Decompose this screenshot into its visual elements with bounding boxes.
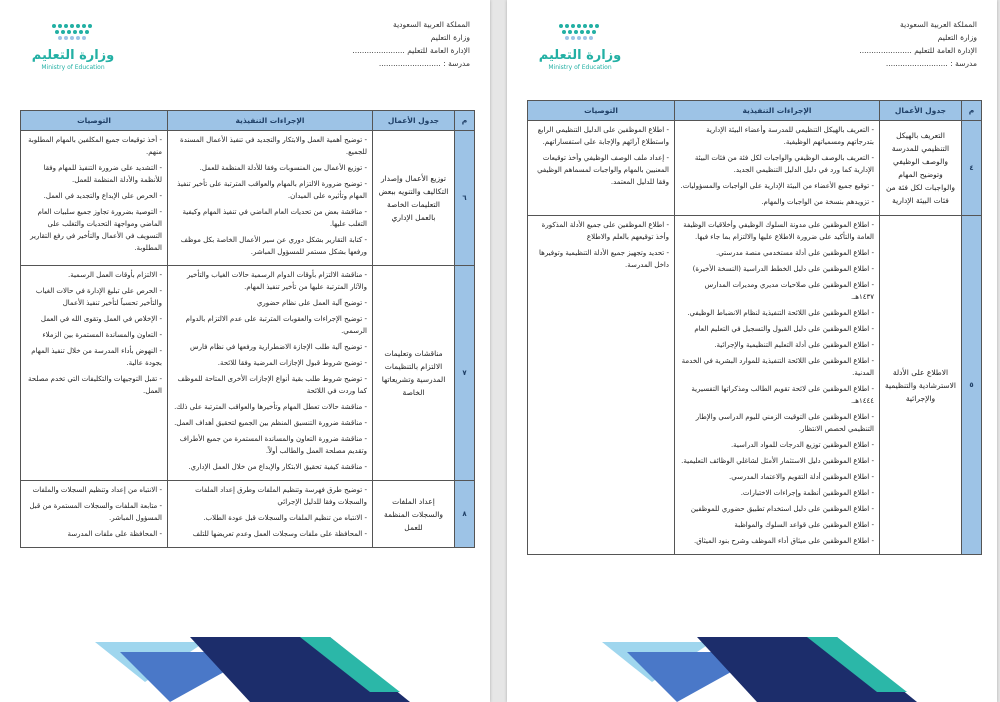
header-procedures: الإجراءات التنفيذية [168,111,373,131]
procedure-item: - توضيح ضرورة الالتزام بالمهام والعواقب المترتبة على تأخير تنفيذ المهام وتأثيره على الميدان. [177,180,367,200]
recommendation-item: - أخذ توقيعات جميع المكلفين بالمهام المطلوبة منهم. [28,136,162,156]
procedure-item: - توضيح الإجراءات والعقوبات المترتبة على عدم الالتزام بالدوام الرسمي. [185,315,367,335]
table-row [21,481,475,548]
procedure-item: - تزويدهم بنسخة من الواجبات والمهام. [761,198,874,206]
row-number: ٤ [962,121,982,216]
header-num: م [962,101,982,121]
procedure-item: - كتابة التقارير بشكل دوري عن سير الأعمال الخاصة بكل موظف ورفعها بشكل مستمر للمسؤول المباشر. [180,236,367,256]
procedure-item: - التعريف بالهيكل التنظيمي للمدرسة وأعضاء البيئة الإدارية بتدرجاتهم ومسمياتهم الوظيفية. [706,126,874,146]
procedure-item: - توضيح آلية العمل على نظام حضوري [256,299,367,307]
agenda-item: الاطلاع على الأدلة الاسترشادية والتنظيمية والإجرائية [880,216,962,555]
recommendations-cell [21,266,168,481]
procedure-item: - المحافظة على ملفات وسجلات العمل وعدم تعريضها للتلف [192,530,367,538]
recommendation-item: - تحديد وتجهيز جميع الأدلة التنظيمية وتوفيرها داخل المدرسة. [539,249,669,269]
letterhead-country: المملكة العربية السعودية [900,20,977,29]
procedure-item: - التعريف بالوصف الوظيفي والواجبات لكل فئة من فئات البيئة الإدارية كما ورد في دليل الدليل التنظيمي الجديد. [694,154,874,174]
logo-english: Ministry of Education [548,64,612,71]
letterhead [350,18,470,70]
recommendation-item: - النهوض بأداء المدرسة من خلال تنفيذ المهام بجودة عالية. [31,347,162,367]
table-header-row [528,101,982,121]
footer-decoration [0,622,490,702]
row-number: ٦ [455,131,475,266]
procedure-item: - توقيع جميع الأعضاء من البيئة الإدارية على الواجبات والمسؤوليات. [680,182,874,190]
row-number: ٥ [962,216,982,555]
letterhead-directorate: الإدارة العامة للتعليم ...................... [352,46,470,55]
recommendation-item: - التعاون والمساندة المستمرة بين الزملاء [42,331,162,339]
letterhead-ministry: وزارة التعليم [937,33,977,42]
table-row [528,216,982,555]
agenda-item: التعريف بالهيكل التنظيمي للمدرسة والوصف الوظيفي وتوضيح المهام والواجبات لكل فئة من فئات البيئة الإدارية [880,121,962,216]
meeting-table-left [20,110,475,548]
logo-mark-icon [553,20,607,44]
recommendation-item: - متابعة الملفات والسجلات المستمرة من قبل المسؤول المباشر. [29,502,162,522]
header-plan: جدول الأعمال [880,101,962,121]
procedure-item: - اطلاع الموظفين على قواعد السلوك والمواظبة [734,521,874,529]
header-plan: جدول الأعمال [373,111,455,131]
procedure-item: - اطلاع الموظفين على أدلة مستخدمي منصة مدرستي. [716,249,874,257]
procedure-item: - اطلاع الموظفين على دليل الخطط الدراسية (النسخة الأخيرة) [692,265,874,273]
procedure-item: - اطلاع الموظفين على دليل القبول والتسجيل في التعليم العام [694,325,874,333]
recommendation-item: - الحرص على الإبداع والتجديد في العمل. [43,192,162,200]
procedure-item: - اطلاع الموظفين على التوقيت الزمني لليوم الدراسي والإطار التنظيمي لحصص الانتظار. [695,413,874,433]
recommendation-item: - الحرص على تبليغ الإدارة في حالات الغياب والتأخير تحسباً لتأخير تنفيذ الأعمال [35,287,162,307]
procedure-item: - توضيح أهمية العمل والابتكار والتجديد في تنفيذ الأعمال المسندة للجميع. [180,136,367,156]
ministry-logo [28,20,118,75]
recommendations-cell [528,121,675,216]
header-recommendations: التوصيات [21,111,168,131]
row-number: ٨ [455,481,475,548]
agenda-item: إعداد الملفات والسجلات المنظمة للعمل [373,481,455,548]
procedures-cell [168,266,373,481]
recommendation-item: - اطلاع الموظفين على الدليل التنظيمي الرابع واستطلاع آرائهم والإجابة على استفساراتهم. [537,126,669,146]
row-number: ٧ [455,266,475,481]
agenda-item: مناقشات وتعليمات الالتزام بالتنظيمات المدرسية وتشريعاتها الخاصة [373,266,455,481]
letterhead-directorate: الإدارة العامة للتعليم ...................... [859,46,977,55]
footer-decoration [507,622,997,702]
agenda-item: توزيع الأعمال وإصدار التكاليف والتنويه ببعض التعليمات الخاصة بالعمل الإداري [373,131,455,266]
header-num: م [455,111,475,131]
recommendation-item: - التوصية بضرورة تجاوز جميع سلبيات العام الماضي ومواجهة التحديات والتغلب على التسويف في الأعمال والتأخير في رفع التقارير المطلوبة. [30,208,162,252]
procedure-item: - اطلاع الموظفين على لائحة تقويم الطالب ومذكراتها التفسيرية ١٤٤٤هـ. [691,385,874,405]
letterhead-ministry: وزارة التعليم [430,33,470,42]
procedure-item: - اطلاع الموظفين على مدونة السلوك الوظيفي وأخلاقيات الوظيفة العامة والتأكيد على ضرورة الاطلاع عليها والالتزام بما جاء فيها. [683,221,874,241]
procedure-item: - اطلاع الموظفين على أدلة التعليم التنظيمية والإجرائية. [714,341,874,349]
table-header-row [21,111,475,131]
letterhead [857,18,977,70]
procedure-item: - مناقشة كيفية تحقيق الابتكار والإبداع من خلال العمل الإداري. [188,463,367,471]
header-recommendations: التوصيات [528,101,675,121]
procedure-item: - توضيح طرق فهرسة وتنظيم الملفات وطرق إعداد الملفات والسجلات وفقا للدليل الإجرائي [195,486,367,506]
recommendation-item: - الالتزام بأوقات العمل الرسمية. [67,271,162,279]
procedure-item: - اطلاع الموظفين توزيع الدرجات للمواد الدراسية. [730,441,874,449]
ministry-logo [535,20,625,75]
procedure-item: - توضيح شروط طلب بقية أنواع الإجازات الأخرى المتاحة للموظف كما وردت في اللائحة [177,375,367,395]
recommendation-item: - إعداد ملف الوصف الوظيفي وأخذ توقيعات المعنيين بالمهام والواجبات لمسماهم الوظيفي وفقا للدليل المعتمد. [537,154,669,186]
letterhead-school: مدرسة : .......................... [885,59,977,68]
procedure-item: - مناقشة حالات تعطل المهام وتأخيرها والعواقب المترتبة على ذلك. [174,403,367,411]
recommendation-item: - الإخلاص في العمل وتقوى الله في العمل [40,315,162,323]
procedures-cell [675,121,880,216]
recommendation-item: - التشديد على ضرورة التنفيذ للمهام وفقا للأنظمة والأدلة المنظمة للعمل. [43,164,162,184]
recommendation-item: - تقبل التوجيهات والتكليفات التي تخدم مصلحة العمل. [27,375,162,395]
letterhead-country: المملكة العربية السعودية [393,20,470,29]
recommendation-item: - اطلاع الموظفين على جميع الأدلة المذكورة وأخذ توقيعهم بالعلم والاطلاع [541,221,669,241]
procedure-item: - اطلاع الموظفين على دليل استخدام تطبيق حضوري للموظفين [690,505,874,513]
procedure-item: - توزيع الأعمال بين المنسوبات وفقا للأدلة المنظمة للعمل. [199,164,367,172]
logo-mark-icon [46,20,100,44]
procedures-cell [675,216,880,555]
header-procedures: الإجراءات التنفيذية [675,101,880,121]
table-row [528,121,982,216]
procedure-item: - مناقشة ضرورة التنسيق المنظم بين الجميع لتحقيق أهداف العمل. [174,419,367,427]
table-row [21,266,475,481]
procedure-item: - توضيح آلية طلب الإجازة الاضطرارية ورفعها في نظام فارس [190,343,367,351]
procedure-item: - مناقشة بعض من تحديات العام الماضي في تنفيذ المهام وكيفية التغلب عليها. [182,208,367,228]
procedures-cell [168,481,373,548]
procedure-item: - اطلاع الموظفين أدلة التقويم والاعتماد المدرسي. [729,473,874,481]
meeting-table-right [527,100,982,555]
logo-english: Ministry of Education [41,64,105,71]
procedure-item: - توضيح شروط قبول الإجازات المرضية وفقا للائحة. [217,359,367,367]
procedure-item: - اطلاع الموظفين على اللائحة التنفيذية للموارد البشرية في الخدمة المدنية. [681,357,874,377]
procedure-item: - اطلاع الموظفين على اللائحة التنفيذية لنظام الانضباط الوظيفي. [687,309,874,317]
logo-arabic: وزارة التعليم [538,48,622,63]
procedures-cell [168,131,373,266]
procedure-item: - اطلاع الموظفين دليل الاستثمار الأمثل لشاغلي الوظائف التعليمية. [681,457,874,465]
procedure-item: - اطلاع الموظفين على صلاحيات مديري ومديرات المدارس ١٤٣٧هـ. [704,281,874,301]
recommendations-cell [528,216,675,555]
letterhead-school: مدرسة : .......................... [378,59,470,68]
document-page-right [507,0,997,702]
procedure-item: - اطلاع الموظفين على ميثاق أداء الموظف وشرح بنود الميثاق. [694,537,874,545]
procedure-item: - الانتباه من تنظيم الملفات والسجلات قبل عودة الطلاب. [203,514,367,522]
procedure-item: - مناقشة ضرورة التعاون والمساندة المستمرة من جميع الأطراف وتقديم مصلحة العمل والطالب أولاً. [179,435,367,455]
recommendation-item: - المحافظة على ملفات المدرسة [67,530,162,538]
recommendation-item: - الانتباه من إعداد وتنظيم السجلات والملفات [32,486,162,494]
document-page-left [0,0,490,702]
logo-arabic: وزارة التعليم [31,48,115,63]
procedure-item: - مناقشة الالتزام بأوقات الدوام الرسمية حالات الغياب والتأخير والآثار المترتبة عليها من تأخير تنفيذ المهام. [187,271,367,291]
recommendations-cell [21,481,168,548]
table-row [21,131,475,266]
procedure-item: - اطلاع الموظفين أنظمة وإجراءات الاختبارات. [740,489,874,497]
recommendations-cell [21,131,168,266]
